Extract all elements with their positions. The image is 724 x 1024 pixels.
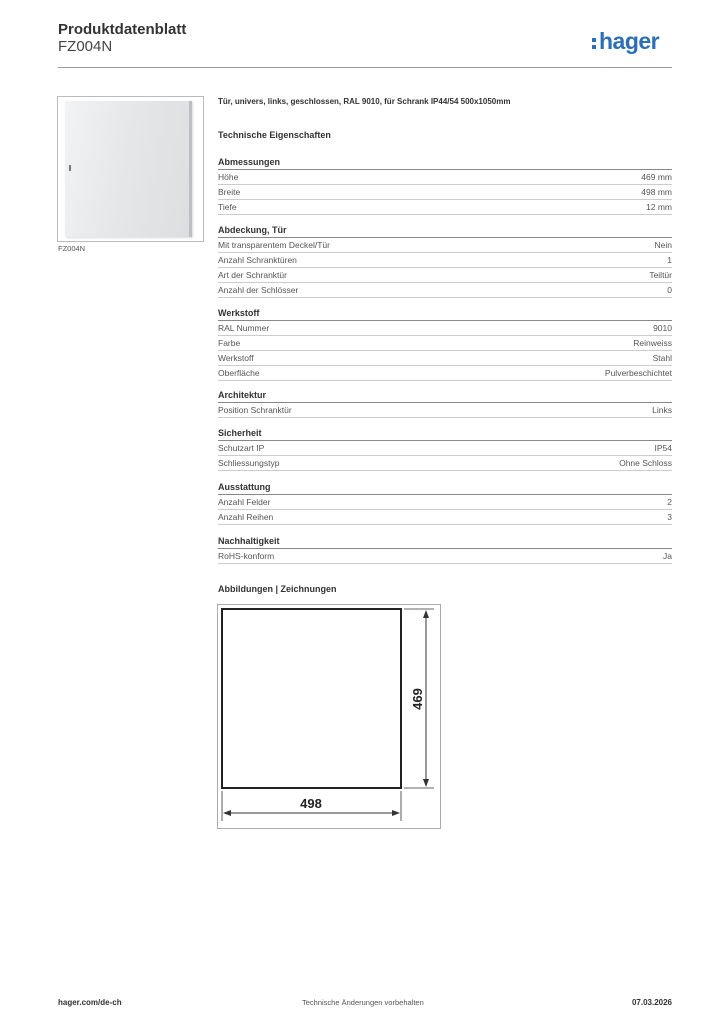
spec-row <box>218 268 672 283</box>
height-arrow-bottom <box>423 779 429 787</box>
hager-logo <box>592 28 659 55</box>
spec-label: Anzahl Schranktüren <box>218 255 297 265</box>
header-divider <box>58 67 672 68</box>
spec-row <box>218 336 672 351</box>
spec-label: Farbe <box>218 338 241 348</box>
width-dimension-label: 498 <box>300 796 322 811</box>
footer-website-link[interactable]: hager.com/de-ch <box>58 998 122 1007</box>
spec-group <box>218 426 672 471</box>
spec-label: Oberfläche <box>218 368 260 378</box>
spec-label: RAL Nummer <box>218 323 270 333</box>
document-title: Produktdatenblatt <box>58 21 187 38</box>
spec-group <box>218 155 672 215</box>
spec-row <box>218 238 672 253</box>
spec-row <box>218 510 672 525</box>
spec-label: Schliessungstyp <box>218 458 280 468</box>
spec-label: Art der Schranktür <box>218 270 287 280</box>
spec-value: 12 mm <box>646 202 672 212</box>
spec-group-title: Ausstattung <box>218 480 672 495</box>
spec-group-title: Architektur <box>218 388 672 403</box>
footer-date: 07.03.2026 <box>631 998 672 1007</box>
spec-label: Anzahl der Schlösser <box>218 285 299 295</box>
spec-row <box>218 441 672 456</box>
product-description: Tür, univers, links, geschlossen, RAL 9010, für Schrank IP44/54 500x1050mm <box>218 97 511 106</box>
spec-value: Ohne Schloss <box>619 458 672 468</box>
spec-label: Anzahl Reihen <box>218 512 274 522</box>
spec-label: Schutzart IP <box>218 443 265 453</box>
spec-row <box>218 456 672 471</box>
footer-notice: Technische Änderungen vorbehalten <box>302 998 424 1007</box>
logo-text: hager <box>599 28 660 54</box>
product-image <box>57 96 204 242</box>
spec-row <box>218 253 672 268</box>
spec-value: Stahl <box>652 353 672 363</box>
spec-value: 469 mm <box>641 172 672 182</box>
spec-group-title: Abdeckung, Tür <box>218 223 672 238</box>
spec-label: RoHS-konform <box>218 551 275 561</box>
spec-value: Links <box>652 405 672 415</box>
spec-row <box>218 185 672 200</box>
product-image-caption: FZ004N <box>58 244 86 253</box>
spec-label: Anzahl Felder <box>218 497 271 507</box>
spec-group <box>218 480 672 525</box>
spec-group <box>218 388 672 418</box>
height-arrow-top <box>423 610 429 618</box>
spec-label: Mit transparentem Deckel/Tür <box>218 240 330 250</box>
spec-group-title: Werkstoff <box>218 306 672 321</box>
spec-row <box>218 170 672 185</box>
spec-label: Breite <box>218 187 241 197</box>
spec-label: Werkstoff <box>218 353 254 363</box>
drawings-title: Abbildungen | Zeichnungen <box>218 584 337 594</box>
spec-row <box>218 283 672 298</box>
width-arrow-left <box>223 810 231 816</box>
spec-row <box>218 200 672 215</box>
spec-group-title: Abmessungen <box>218 155 672 170</box>
spec-group <box>218 223 672 298</box>
product-code: FZ004N <box>58 38 113 55</box>
spec-value: Ja <box>663 551 672 561</box>
spec-group-title: Nachhaltigkeit <box>218 534 672 549</box>
dimension-drawing-svg <box>218 605 440 828</box>
spec-group <box>218 306 672 381</box>
spec-group-title: Sicherheit <box>218 426 672 441</box>
spec-value: Teiltür <box>649 270 672 280</box>
width-arrow-right <box>392 810 400 816</box>
spec-value: IP54 <box>654 443 672 453</box>
spec-label: Position Schranktür <box>218 405 292 415</box>
spec-value: Reinweiss <box>633 338 672 348</box>
spec-group <box>218 534 672 564</box>
spec-label: Höhe <box>218 172 239 182</box>
spec-value: Pulverbeschichtet <box>604 368 672 378</box>
logo-dots-icon <box>592 36 597 50</box>
technical-properties-title: Technische Eigenschaften <box>218 130 331 140</box>
height-dimension-label: 469 <box>410 688 425 710</box>
spec-label: Tiefe <box>218 202 237 212</box>
spec-value: 498 mm <box>641 187 672 197</box>
spec-value: 9010 <box>653 323 672 333</box>
spec-value: 2 <box>667 497 672 507</box>
spec-row <box>218 321 672 336</box>
spec-row <box>218 366 672 381</box>
spec-row <box>218 403 672 418</box>
spec-row <box>218 549 672 564</box>
door-hinge-mark <box>69 165 71 171</box>
spec-row <box>218 351 672 366</box>
spec-value: 1 <box>667 255 672 265</box>
door-outline <box>222 609 401 788</box>
spec-row <box>218 495 672 510</box>
spec-value: 0 <box>667 285 672 295</box>
spec-value: Nein <box>654 240 672 250</box>
spec-value: 3 <box>667 512 672 522</box>
dimension-drawing <box>217 604 441 829</box>
door-panel-illustration <box>65 101 192 237</box>
